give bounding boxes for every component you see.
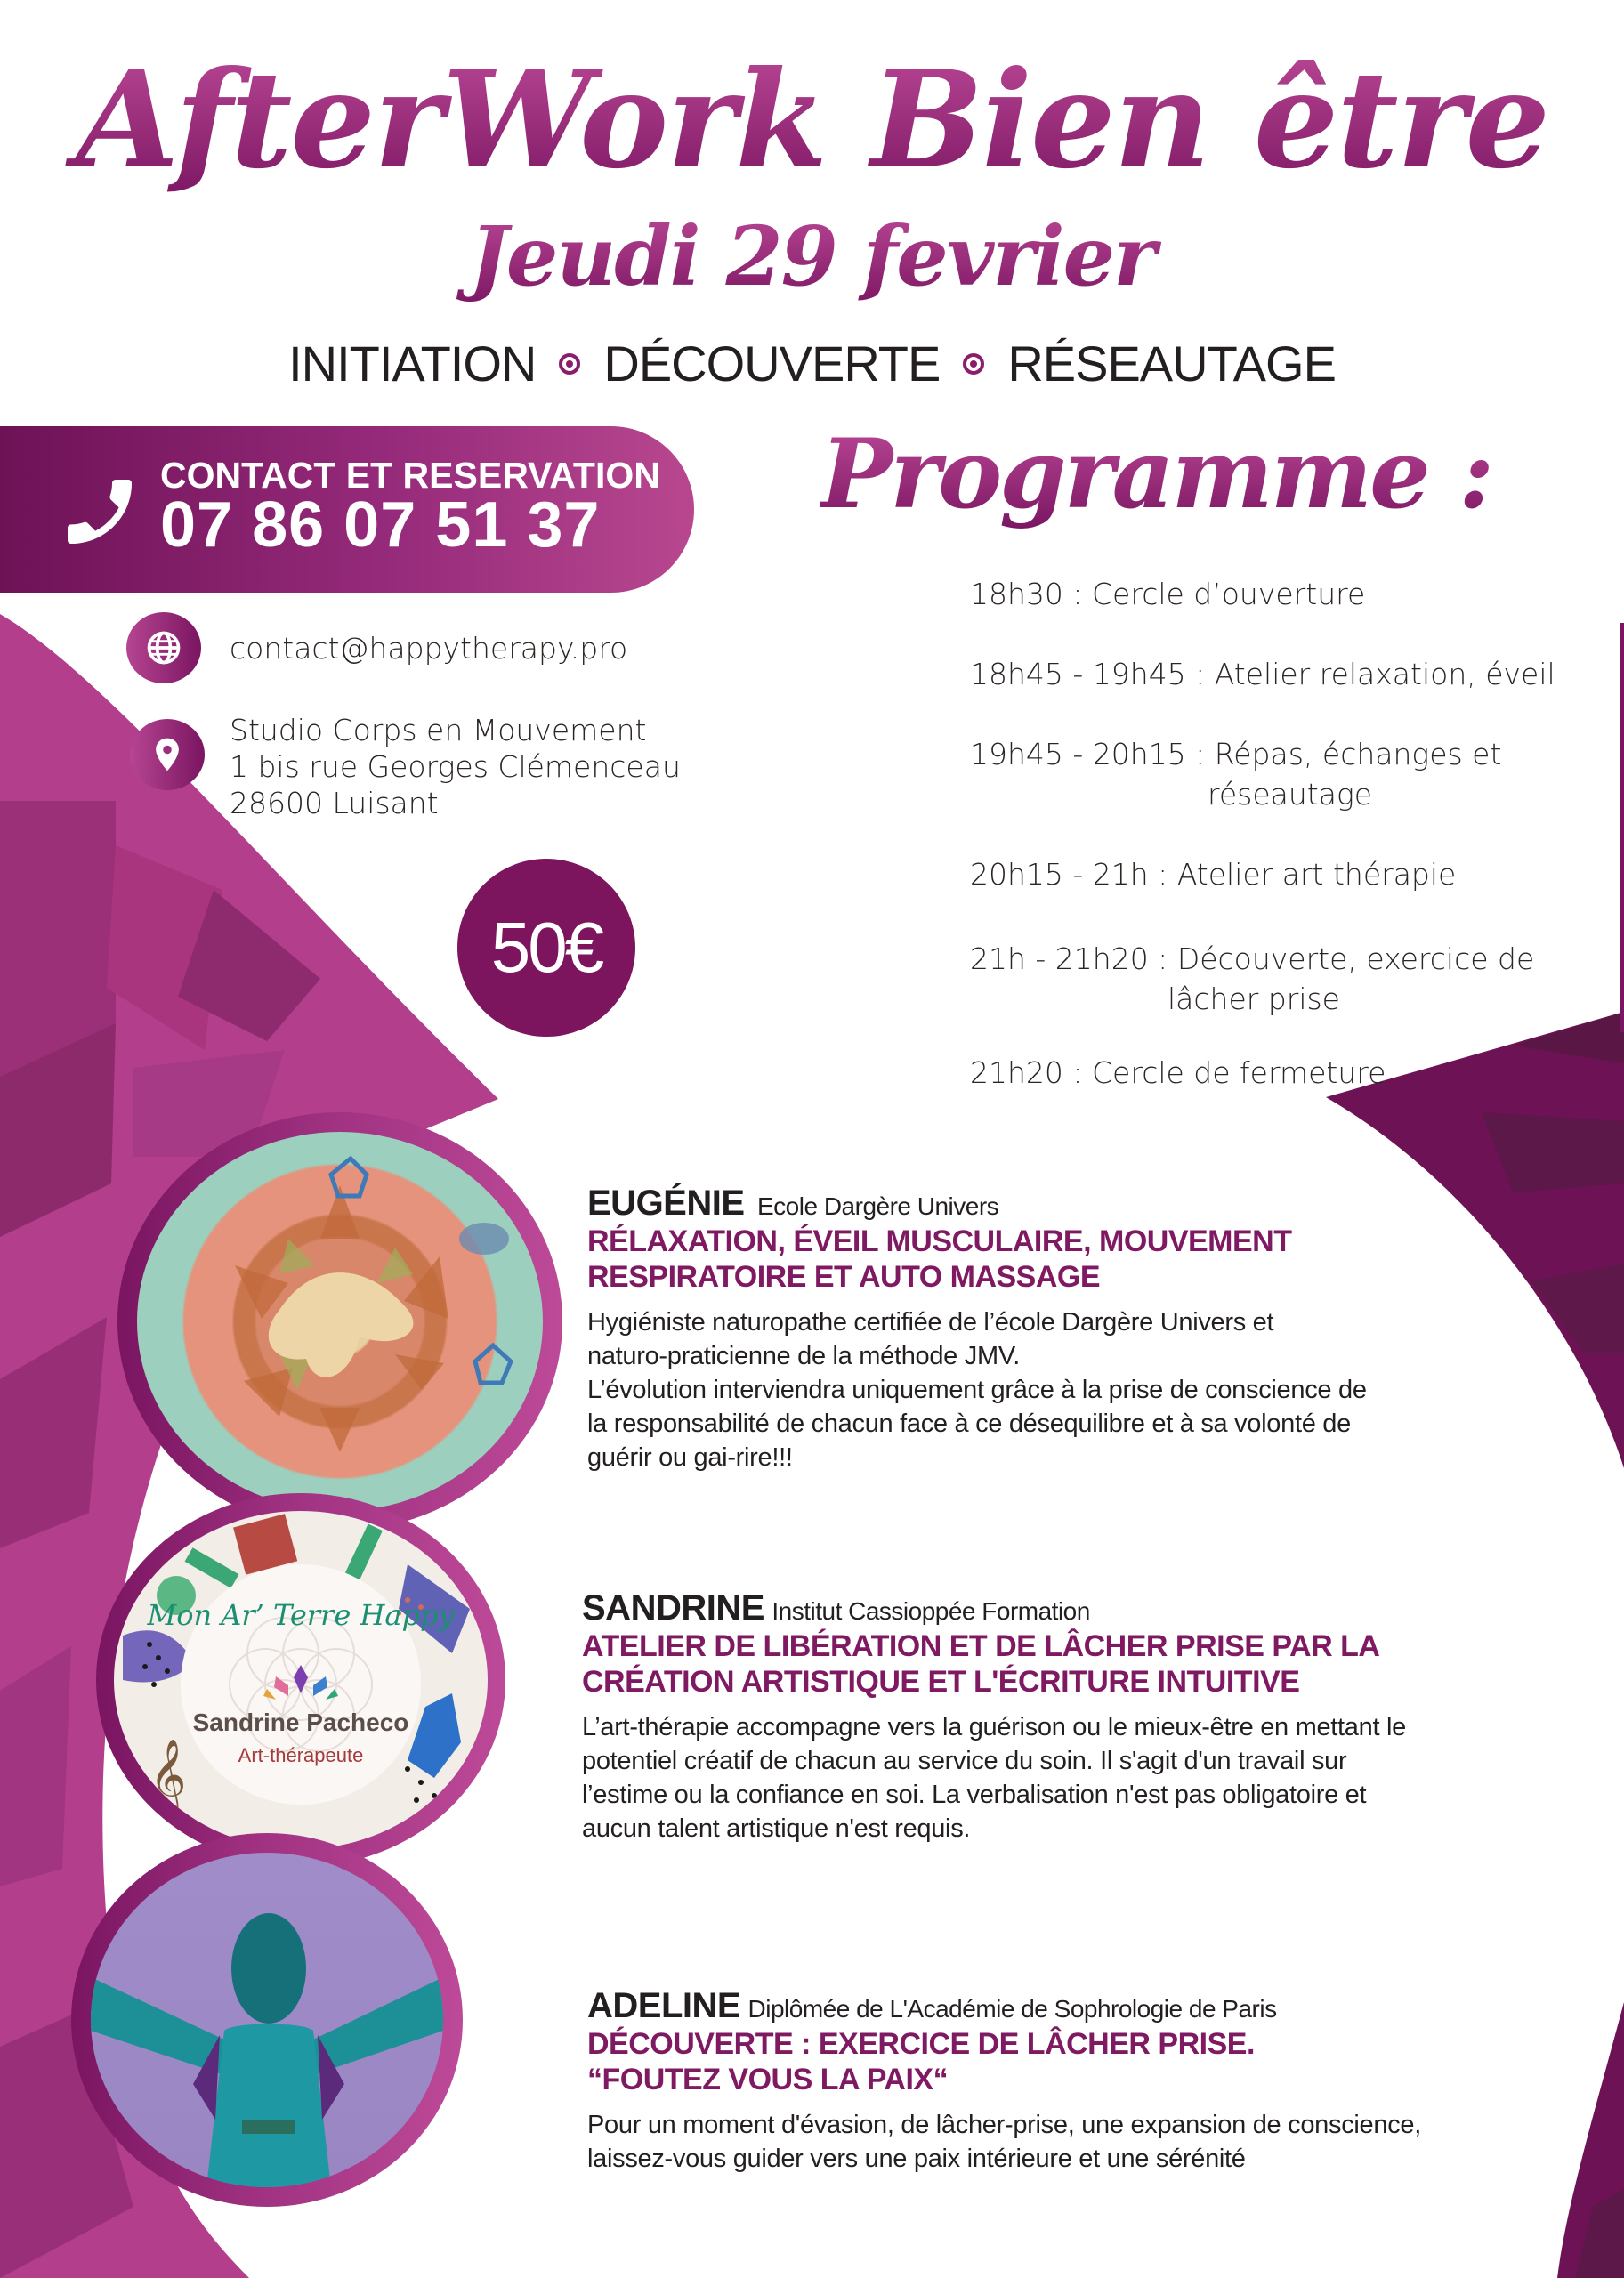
speaker-description [587, 2108, 1421, 2176]
speaker-block-sandrine [582, 1588, 1406, 1846]
speaker-photo-adeline [71, 1833, 463, 2207]
programme-item [970, 939, 1534, 1019]
speaker-topic [587, 1224, 1367, 1295]
description-line: naturo-praticienne de la méthode JMV. [587, 1342, 1020, 1370]
address-block [230, 712, 681, 821]
topic-line: RESPIRATOIRE ET AUTO MASSAGE [587, 1260, 1101, 1294]
tagline [0, 335, 1624, 392]
speaker-name: SANDRINE [582, 1588, 764, 1628]
programme-item [970, 574, 1365, 614]
speaker-name: EUGÉNIE [587, 1183, 745, 1223]
programme-label: Cercle d’ouverture [1092, 577, 1366, 611]
art-therapy-logo-image [114, 1511, 488, 1849]
speaker-organization: Ecole Dargère Univers [757, 1192, 999, 1220]
programme-time: 20h15 - 21h : [970, 857, 1168, 892]
programme-label: Répas, échanges et [1214, 737, 1502, 771]
programme-item [970, 734, 1501, 814]
price-value: 50€ [490, 908, 602, 987]
programme-time: 21h - 21h20 : [970, 941, 1168, 976]
programme-title: Programme : [820, 418, 1492, 530]
location-pin-icon [130, 719, 205, 790]
person-arms-raised-image [91, 1853, 443, 2187]
target-bullet-icon [559, 353, 580, 375]
speaker-organization: Diplômée de L'Académie de Sophrologie de Paris [747, 1995, 1277, 2023]
logo-brand: Mon Ar’ Terre Happy [147, 1598, 455, 1632]
programme-label: Cercle de fermeture [1092, 1055, 1386, 1090]
target-bullet-icon [963, 353, 984, 375]
address-line: 1 bis rue Georges Clémenceau [230, 749, 681, 784]
address-line: Studio Corps en Mouvement [230, 713, 647, 747]
speaker-organization: Institut Cassioppée Formation [772, 1597, 1090, 1625]
programme-item [970, 654, 1555, 694]
description-line: l’estime ou la confiance en soi. La verbalisation n'est pas obligatoire et [582, 1781, 1367, 1809]
tagline-item: RÉSEAUTAGE [1007, 335, 1336, 392]
speaker-description [587, 1305, 1367, 1474]
speaker-photo-eugenie [117, 1112, 562, 1531]
programme-label-continued: lâcher prise [1168, 981, 1340, 1016]
logo-role: Art-thérapeute [238, 1744, 364, 1766]
topic-line: CRÉATION ARTISTIQUE ET L'ÉCRITURE INTUITIVE [582, 1665, 1300, 1699]
description-line: L’évolution interviendra uniquement grâce à la prise de conscience de [587, 1376, 1367, 1404]
description-line: la responsabilité de chacun face à ce désequilibre et à sa volonté de [587, 1410, 1351, 1438]
programme-label: Découverte, exercice de [1176, 941, 1535, 976]
globe-icon [126, 612, 201, 683]
event-date: Jeudi 29 fevrier [0, 203, 1624, 310]
topic-line: RÉLAXATION, ÉVEIL MUSCULAIRE, MOUVEMENT [587, 1224, 1292, 1258]
logo-person: Sandrine Pacheco [192, 1708, 409, 1736]
description-line: Hygiéniste naturopathe certifiée de l’école Dargère Univers et [587, 1308, 1274, 1337]
speaker-topic [582, 1628, 1406, 1700]
event-title: AfterWork Bien être [0, 36, 1624, 205]
svg-text:𝄞: 𝄞 [149, 1738, 187, 1811]
description-line: aucun talent artistique n'est requis. [582, 1814, 971, 1843]
speaker-photo-sandrine [96, 1493, 505, 1867]
email-link[interactable]: contact@happytherapy.pro [230, 631, 628, 666]
contact-label: CONTACT ET RESERVATION [160, 455, 660, 496]
topic-line: DÉCOUVERTE : EXERCICE DE LÂCHER PRISE. [587, 2027, 1255, 2061]
speaker-name: ADELINE [587, 1986, 741, 2025]
topic-line: “FOUTEZ VOUS LA PAIX“ [587, 2063, 949, 2096]
programme-item [970, 1053, 1386, 1093]
speaker-block-eugenie [587, 1183, 1367, 1474]
phone-icon [57, 469, 142, 554]
speaker-block-adeline [587, 1986, 1421, 2176]
address-line: 28600 Luisant [230, 786, 439, 820]
description-line: laissez-vous guider vers une paix intérieure et une sérénité [587, 2145, 1246, 2173]
programme-time: 18h30 : [970, 577, 1083, 611]
phone-number[interactable]: 07 86 07 51 37 [160, 489, 601, 561]
description-line: Pour un moment d'évasion, de lâcher-prise, une expansion de conscience, [587, 2111, 1421, 2139]
programme-item [970, 854, 1456, 894]
programme-time: 18h45 - 19h45 : [970, 657, 1206, 691]
price-badge [457, 859, 635, 1037]
description-line: L’art-thérapie accompagne vers la guérison ou le mieux-être en mettant le [582, 1713, 1406, 1741]
mandala-painting-image [137, 1132, 543, 1511]
topic-line: ATELIER DE LIBÉRATION ET DE LÂCHER PRISE PAR LA [582, 1629, 1380, 1663]
programme-time: 21h20 : [970, 1055, 1083, 1090]
programme-time: 19h45 - 20h15 : [970, 737, 1206, 771]
contact-banner [0, 426, 694, 593]
description-line: guérir ou gai-rire!!! [587, 1443, 793, 1472]
tagline-item: DÉCOUVERTE [603, 335, 941, 392]
programme-label: Atelier art thérapie [1176, 857, 1457, 892]
programme-label: Atelier relaxation, éveil [1214, 657, 1555, 691]
description-line: potentiel créatif de chacun au service du soin. Il s'agit d'un travail sur [582, 1747, 1347, 1775]
speaker-description [582, 1710, 1406, 1846]
speaker-topic [587, 2026, 1421, 2097]
tagline-item: INITIATION [288, 335, 537, 392]
programme-label-continued: réseautage [1208, 777, 1373, 812]
